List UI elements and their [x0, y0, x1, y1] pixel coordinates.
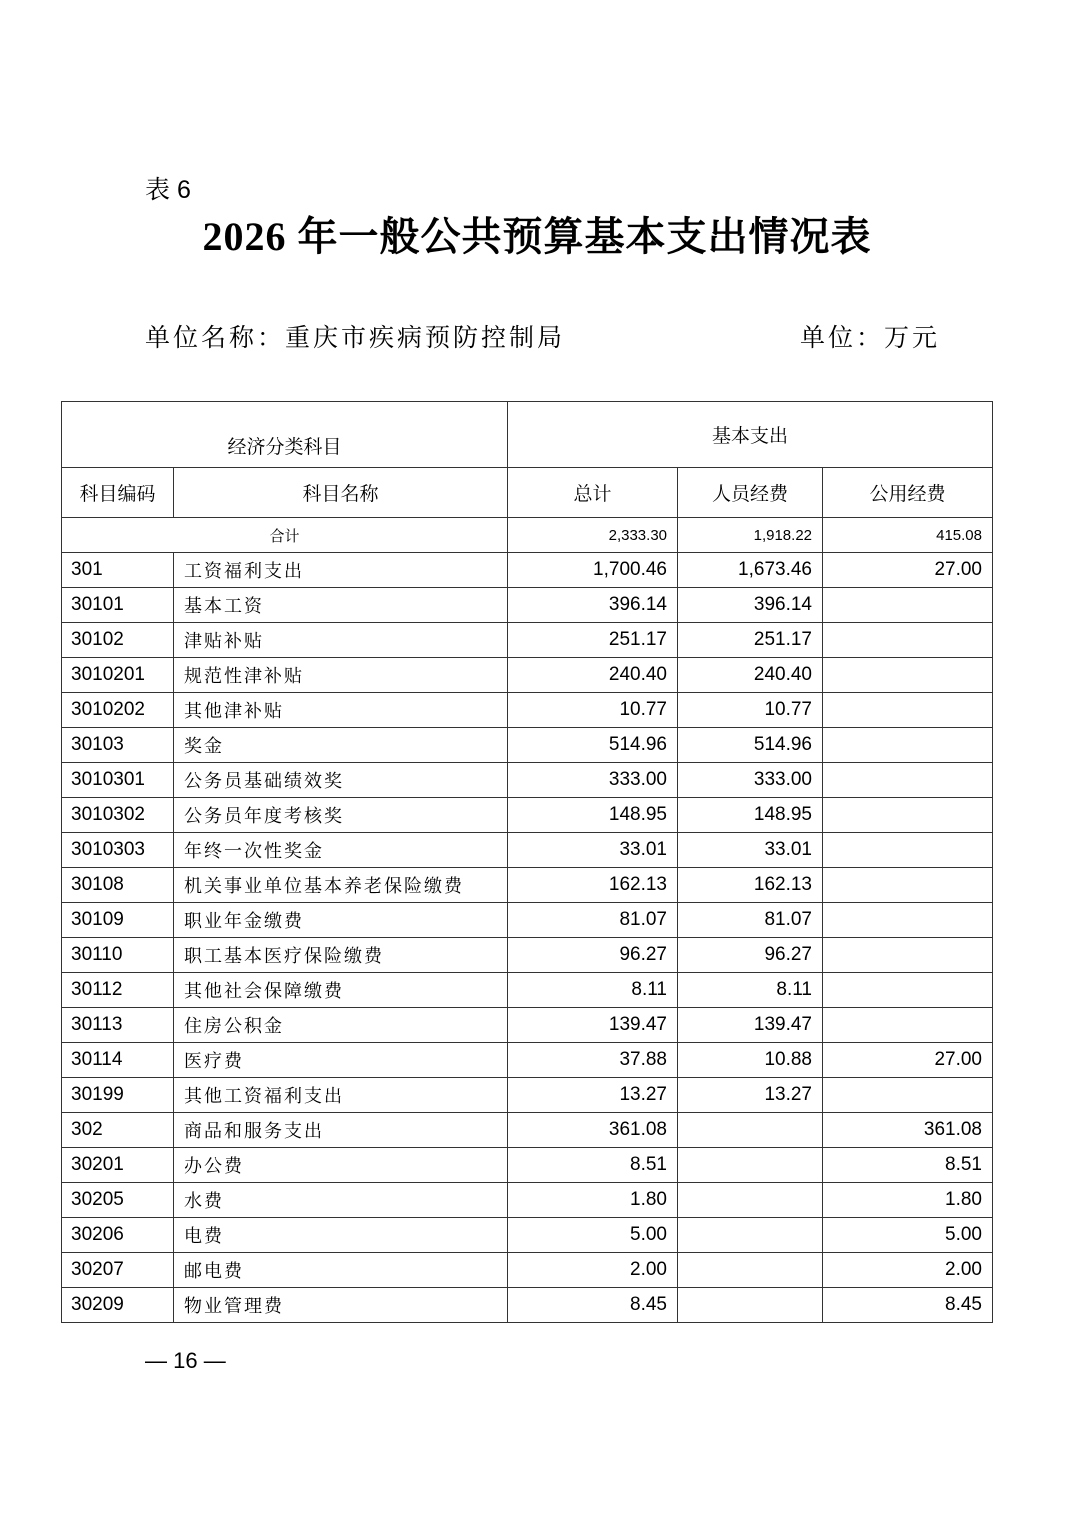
row-public: [823, 868, 993, 903]
header-public: 公用经费: [823, 468, 993, 518]
row-personnel: 81.07: [678, 903, 823, 938]
row-personnel: 96.27: [678, 938, 823, 973]
row-name: 电费: [174, 1218, 508, 1253]
total-label: 合计: [62, 518, 508, 553]
row-public: [823, 693, 993, 728]
row-total: 333.00: [508, 763, 678, 798]
row-name: 规范性津补贴: [174, 658, 508, 693]
row-name: 公务员年度考核奖: [174, 798, 508, 833]
unit-info-row: [145, 318, 940, 354]
row-name: 津贴补贴: [174, 623, 508, 658]
row-total: 8.45: [508, 1288, 678, 1323]
table-row: [62, 728, 993, 763]
row-total: 81.07: [508, 903, 678, 938]
row-code: 30101: [62, 588, 174, 623]
row-code: 30113: [62, 1008, 174, 1043]
table-row: [62, 693, 993, 728]
table-row: [62, 833, 993, 868]
row-total: 251.17: [508, 623, 678, 658]
row-public: [823, 658, 993, 693]
row-total: 5.00: [508, 1218, 678, 1253]
row-public: [823, 833, 993, 868]
row-code: 30112: [62, 973, 174, 1008]
row-public: [823, 903, 993, 938]
table-row: [62, 798, 993, 833]
row-name: 机关事业单位基本养老保险缴费: [174, 868, 508, 903]
row-public: [823, 728, 993, 763]
row-public: 8.51: [823, 1148, 993, 1183]
row-code: 3010301: [62, 763, 174, 798]
row-code: 30209: [62, 1288, 174, 1323]
row-public: [823, 763, 993, 798]
row-public: [823, 1008, 993, 1043]
row-code: 301: [62, 553, 174, 588]
row-name: 公务员基础绩效奖: [174, 763, 508, 798]
row-code: 30110: [62, 938, 174, 973]
row-code: 30108: [62, 868, 174, 903]
row-code: 30207: [62, 1253, 174, 1288]
table-row: [62, 973, 993, 1008]
row-name: 其他工资福利支出: [174, 1078, 508, 1113]
row-public: [823, 588, 993, 623]
row-total: 361.08: [508, 1113, 678, 1148]
row-total: 148.95: [508, 798, 678, 833]
row-code: 30206: [62, 1218, 174, 1253]
page-number: — 16 —: [145, 1348, 226, 1373]
row-public: 361.08: [823, 1113, 993, 1148]
table-row: [62, 658, 993, 693]
row-name: 工资福利支出: [174, 553, 508, 588]
header-name: 科目名称: [174, 468, 508, 518]
budget-table: [61, 401, 993, 1323]
row-name: 其他社会保障缴费: [174, 973, 508, 1008]
row-public: 27.00: [823, 1043, 993, 1078]
row-code: 30109: [62, 903, 174, 938]
row-name: 职工基本医疗保险缴费: [174, 938, 508, 973]
row-name: 物业管理费: [174, 1288, 508, 1323]
row-total: 37.88: [508, 1043, 678, 1078]
row-public: 8.45: [823, 1288, 993, 1323]
row-public: [823, 938, 993, 973]
table-row: [62, 623, 993, 658]
row-total: 139.47: [508, 1008, 678, 1043]
row-public: [823, 973, 993, 1008]
row-total: 1.80: [508, 1183, 678, 1218]
row-total: 514.96: [508, 728, 678, 763]
row-code: 3010202: [62, 693, 174, 728]
row-personnel: 396.14: [678, 588, 823, 623]
row-personnel: 514.96: [678, 728, 823, 763]
row-code: 3010302: [62, 798, 174, 833]
row-public: 5.00: [823, 1218, 993, 1253]
table-row: [62, 1008, 993, 1043]
row-total: 8.11: [508, 973, 678, 1008]
row-public: [823, 798, 993, 833]
row-code: 302: [62, 1113, 174, 1148]
row-personnel: [678, 1113, 823, 1148]
unit-name: 单位名称：重庆市疾病预防控制局: [145, 323, 566, 352]
row-personnel: 251.17: [678, 623, 823, 658]
total-total: 2,333.30: [508, 518, 678, 553]
row-total: 33.01: [508, 833, 678, 868]
row-name: 住房公积金: [174, 1008, 508, 1043]
table-row: [62, 1113, 993, 1148]
table-row: [62, 1288, 993, 1323]
table-row: [62, 1253, 993, 1288]
row-name: 医疗费: [174, 1043, 508, 1078]
row-personnel: [678, 1218, 823, 1253]
header-economic-classification: 经济分类科目: [62, 402, 508, 468]
row-name: 其他津补贴: [174, 693, 508, 728]
row-personnel: [678, 1253, 823, 1288]
row-total: 13.27: [508, 1078, 678, 1113]
table-row: [62, 588, 993, 623]
table-row: [62, 938, 993, 973]
row-public: [823, 1078, 993, 1113]
row-public: 2.00: [823, 1253, 993, 1288]
page-title: 2026 年一般公共预算基本支出情况表: [202, 214, 872, 259]
row-personnel: 33.01: [678, 833, 823, 868]
row-personnel: [678, 1148, 823, 1183]
row-total: 96.27: [508, 938, 678, 973]
header-row-group: [62, 402, 993, 468]
row-total: 10.77: [508, 693, 678, 728]
header-basic-expenditure: 基本支出: [508, 402, 993, 468]
header-personnel: 人员经费: [678, 468, 823, 518]
table-row: [62, 1183, 993, 1218]
row-code: 30103: [62, 728, 174, 763]
row-code: 30199: [62, 1078, 174, 1113]
total-row: [62, 518, 993, 553]
row-personnel: 10.77: [678, 693, 823, 728]
row-public: 27.00: [823, 553, 993, 588]
row-name: 水费: [174, 1183, 508, 1218]
row-total: 8.51: [508, 1148, 678, 1183]
row-name: 商品和服务支出: [174, 1113, 508, 1148]
row-total: 2.00: [508, 1253, 678, 1288]
row-code: 3010303: [62, 833, 174, 868]
row-total: 1,700.46: [508, 553, 678, 588]
table-row: [62, 1078, 993, 1113]
row-personnel: 1,673.46: [678, 553, 823, 588]
row-name: 邮电费: [174, 1253, 508, 1288]
row-personnel: 8.11: [678, 973, 823, 1008]
row-personnel: 139.47: [678, 1008, 823, 1043]
row-code: 30205: [62, 1183, 174, 1218]
row-total: 162.13: [508, 868, 678, 903]
row-personnel: [678, 1183, 823, 1218]
row-name: 年终一次性奖金: [174, 833, 508, 868]
total-public: 415.08: [823, 518, 993, 553]
row-personnel: 13.27: [678, 1078, 823, 1113]
row-name: 办公费: [174, 1148, 508, 1183]
header-row-columns: [62, 468, 993, 518]
row-code: 30201: [62, 1148, 174, 1183]
row-personnel: 333.00: [678, 763, 823, 798]
row-total: 240.40: [508, 658, 678, 693]
header-total: 总计: [508, 468, 678, 518]
table-row: [62, 553, 993, 588]
row-public: 1.80: [823, 1183, 993, 1218]
table-row: [62, 868, 993, 903]
header-code: 科目编码: [62, 468, 174, 518]
row-name: 奖金: [174, 728, 508, 763]
row-personnel: 10.88: [678, 1043, 823, 1078]
row-personnel: 162.13: [678, 868, 823, 903]
row-personnel: 240.40: [678, 658, 823, 693]
table-number: 表 6: [145, 176, 191, 204]
row-personnel: 148.95: [678, 798, 823, 833]
row-code: 30114: [62, 1043, 174, 1078]
table-row: [62, 1043, 993, 1078]
row-name: 基本工资: [174, 588, 508, 623]
table-row: [62, 903, 993, 938]
row-code: 30102: [62, 623, 174, 658]
row-code: 3010201: [62, 658, 174, 693]
table-row: [62, 1218, 993, 1253]
row-name: 职业年金缴费: [174, 903, 508, 938]
currency-unit: 单位：万元: [799, 323, 940, 352]
row-public: [823, 623, 993, 658]
table-row: [62, 1148, 993, 1183]
row-total: 396.14: [508, 588, 678, 623]
row-personnel: [678, 1288, 823, 1323]
total-personnel: 1,918.22: [678, 518, 823, 553]
table-row: [62, 763, 993, 798]
